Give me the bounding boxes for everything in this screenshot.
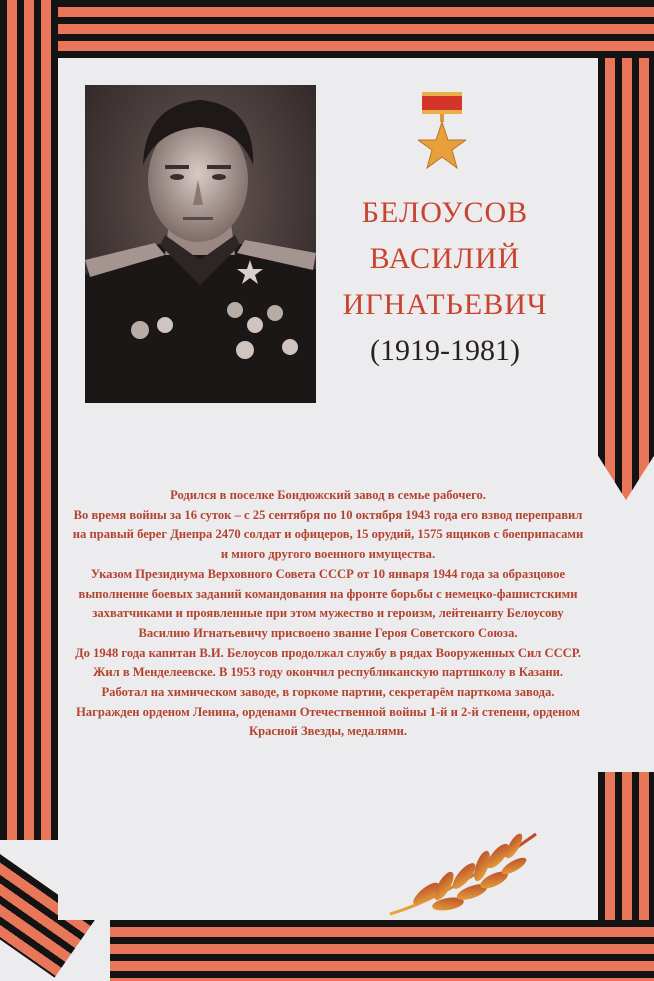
ribbon-top xyxy=(58,0,654,58)
ribbon-bottom xyxy=(110,920,654,981)
biography-text xyxy=(70,486,586,742)
surname: БЕЛОУСОВ xyxy=(361,196,529,229)
life-years: (1919-1981) xyxy=(370,334,520,367)
bio-paragraph: Указом Президиума Верховного Совета СССР от 10 января 1944 года за образцовое выполнение боевых заданий командования на фронте борьбы с немецко-фашистскими захватчиками и проявленные при этом мужество и героизм, лейтенанту Белоусову Василию Игнатьевичу присвоено звание Героя Советского Союза. xyxy=(78,566,578,640)
ribbon-right-upper xyxy=(598,58,654,500)
ribbon-left xyxy=(0,0,58,840)
bio-paragraph: Во время войны за 16 суток – с 25 сентября по 10 октября 1943 года его взвод переправил на правый берег Днепра 2470 солдат и офицеров, 15 орудий, 1575 ящиков с боеприпасами и много другого военного имущества. xyxy=(72,507,584,562)
bio-paragraph: Родился в поселке Бондюжский завод в семье рабочего. xyxy=(170,488,486,502)
portrait-photo xyxy=(85,85,316,403)
patronymic: ИГНАТЬЕВИЧ xyxy=(342,288,548,321)
bio-paragraph: До 1948 года капитан В.И. Белоусов продолжал службу в рядах Вооруженных Сил СССР. Жил в Менделеевске. В 1953 году окончил республиканскую партшколу в Казани. Работал на химическом заводе, в горкоме партии, секретарём парткома завода. Награжден орденом Ленина, орденами Отечественной войны 1-й и 2-й степени, орденом Красной Звезды, медалями. xyxy=(74,645,582,739)
laurel-branch-icon xyxy=(386,828,544,920)
first-name: ВАСИЛИЙ xyxy=(369,242,521,275)
gold-star-medal-icon xyxy=(418,92,466,172)
hero-name-block xyxy=(330,190,560,374)
